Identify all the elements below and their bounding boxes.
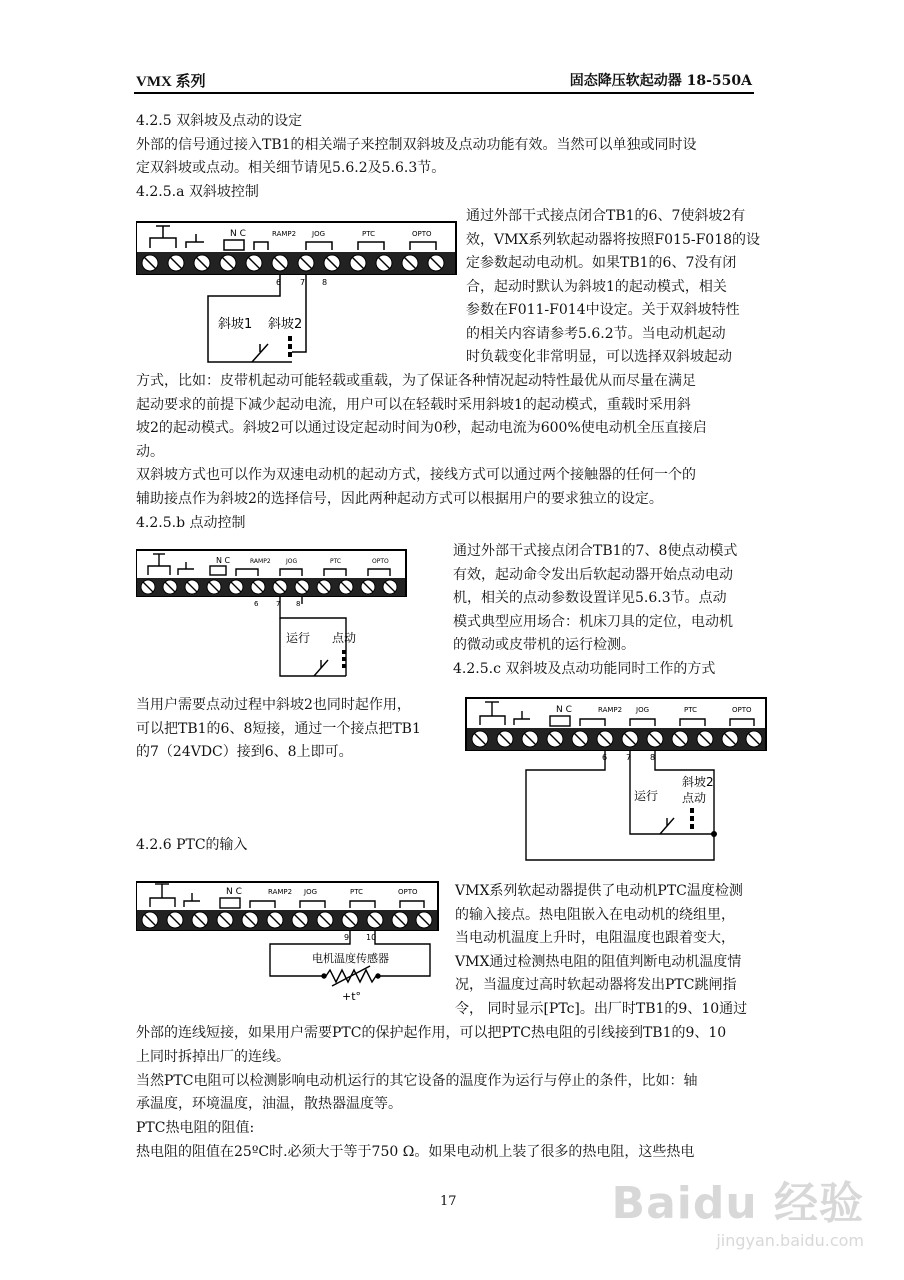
paragraph-line: 参数在F011-F014中设定。关于双斜坡特性	[466, 302, 740, 318]
section-title-4-2-5-a: 4.2.5.a 双斜坡控制	[136, 184, 259, 200]
label-nc: N C	[556, 705, 572, 715]
paragraph-line: 有效，起动命令发出后软起动器开始点动电动	[453, 567, 733, 583]
label-ptc: PTC	[362, 230, 375, 238]
header-rule	[134, 92, 754, 94]
header-series: VMX 系列	[136, 74, 206, 90]
paragraph-line: 上同时拆掉出厂的连线。	[136, 1049, 290, 1065]
paragraph-line: 机，相关的点动参数设置详见5.6.3节。点动	[453, 590, 727, 606]
paragraph-line: 坡2的起动模式。斜坡2可以通过设定起动时间为0秒，起动电流为600%使电动机全压直接启	[136, 420, 707, 436]
paragraph-line: 当然PTC电阻可以检测影响电动机运行的其它设备的温度作为运行与停止的条件，比如：轴	[136, 1073, 698, 1089]
terminal-6: 6	[602, 753, 608, 762]
paragraph-line: 承温度，环境温度，油温，散热器温度等。	[136, 1096, 402, 1112]
label-nc: N C	[226, 887, 242, 897]
label-ramp2-contact: 斜坡2	[682, 775, 714, 789]
label-jog: JOG	[636, 706, 649, 714]
paragraph-line: 当用户需要点动过程中斜坡2也同时起作用，	[136, 697, 411, 713]
paragraph-line: VMX系列软起动器提供了电动机PTC温度检测	[455, 883, 743, 899]
header-product: 固态降压软起动器 18-550A	[569, 73, 752, 89]
terminal-8: 8	[322, 278, 328, 287]
paragraph-line: 况，当温度过高时软起动器将发出PTC跳闸指	[455, 977, 737, 993]
watermark	[612, 1167, 864, 1250]
paragraph-line: 的相关内容请参考5.6.2节。当电动机起动	[466, 326, 726, 342]
label-ramp2: RAMP2	[268, 888, 293, 896]
label-ramp1: 斜坡1	[218, 317, 253, 332]
paragraph-line: 外部的信号通过接入TB1的相关端子来控制双斜坡及点动功能有效。当然可以单独或同时设	[136, 137, 697, 153]
paragraph-line: PTC热电阻的阻值:	[136, 1120, 255, 1136]
section-title-4-2-5: 4.2.5 双斜坡及点动的设定	[136, 113, 303, 129]
label-ramp2: RAMP2	[272, 230, 297, 238]
paragraph-line: 定双斜坡或点动。相关细节请见5.6.2及5.6.3节。	[136, 160, 446, 176]
terminal-7: 7	[300, 278, 306, 287]
label-temp-sensor: 电机温度传感器	[312, 952, 389, 965]
label-plus-t: +t°	[342, 990, 362, 1003]
terminal-10: 10	[366, 933, 377, 942]
paragraph-line: 的7（24VDC）接到6、8上即可。	[136, 744, 353, 760]
label-ramp2: RAMP2	[598, 706, 623, 714]
jog-wiring-diagram	[136, 542, 410, 682]
paragraph-line: 的微动或皮带机的运行检测。	[453, 637, 635, 653]
page-number: 17	[440, 1194, 457, 1209]
paragraph-line: 热电阻的阻值在25ºC时.必须大于等于750 Ω。如果电动机上装了很多的热电阻，这些热电	[136, 1144, 695, 1160]
label-ptc: PTC	[350, 888, 363, 896]
terminal-9: 9	[344, 933, 350, 942]
label-run: 运行	[634, 789, 659, 803]
paragraph-line: 模式典型应用场合：机床刀具的定位，电动机	[453, 614, 733, 630]
ptc-wiring-diagram	[136, 874, 442, 1004]
paragraph-line: 外部的连线短接，如果用户需要PTC的保护起作用，可以把PTC热电阻的引线接到TB1的9、10	[136, 1025, 727, 1041]
paragraph-line: 通过外部干式接点闭合TB1的7、8使点动模式	[453, 543, 738, 559]
label-opto: OPTO	[732, 706, 752, 714]
watermark-logo: Baidu 经验	[611, 1178, 864, 1229]
paragraph-line: 方式，比如：皮带机起动可能轻载或重载，为了保证各种情况起动特性最优从而尽量在满足	[136, 373, 696, 389]
label-jog-contact: 点动	[682, 791, 707, 805]
terminal-6: 6	[254, 600, 259, 608]
paragraph-line: 时负载变化非常明显，可以选择双斜坡起动	[466, 349, 732, 365]
paragraph-line: 合，起动时默认为斜坡1的起动模式，相关	[466, 279, 727, 295]
label-opto: OPTO	[372, 558, 389, 565]
paragraph-line: 起动要求的前提下减少起动电流，用户可以在轻载时采用斜坡1的起动模式，重载时采用斜	[136, 397, 691, 413]
paragraph-line: 通过外部干式接点闭合TB1的6、7使斜坡2有	[466, 208, 746, 224]
terminal-7: 7	[276, 600, 281, 608]
label-nc: N C	[216, 556, 231, 565]
terminal-8: 8	[650, 753, 656, 762]
terminal-8: 8	[296, 600, 301, 608]
label-ptc: PTC	[330, 558, 342, 565]
label-jog: JOG	[304, 888, 317, 896]
label-jog-contact: 点动	[332, 631, 357, 645]
label-ptc: PTC	[684, 706, 697, 714]
label-run: 运行	[286, 631, 311, 645]
label-opto: OPTO	[398, 888, 418, 896]
section-title-4-2-5-c: 4.2.5.c 双斜坡及点动功能同时工作的方式	[453, 661, 716, 677]
dual-ramp-jog-wiring-diagram	[464, 690, 774, 864]
terminal-6: 6	[276, 278, 282, 287]
section-title-4-2-6: 4.2.6 PTC的输入	[136, 837, 248, 853]
label-jog: JOG	[312, 230, 325, 238]
paragraph-line: 辅助接点作为斜坡2的选择信号，因此两种起动方式可以根据用户的要求独立的设定。	[136, 491, 663, 507]
label-ramp2-contact: 斜坡2	[268, 317, 303, 332]
paragraph-line: 效，VMX系列软起动器将按照F015-F018的设	[466, 232, 761, 248]
terminal-7: 7	[626, 753, 632, 762]
watermark-url: jingyan.baidu.com	[716, 1231, 864, 1250]
paragraph-line: 定参数起动电动机。如果TB1的6、7没有闭	[466, 255, 737, 271]
label-opto: OPTO	[412, 230, 432, 238]
paragraph-line: VMX通过检测热电阻的阻值判断电动机温度情	[455, 954, 742, 970]
label-jog: JOG	[286, 558, 298, 565]
dual-ramp-wiring-diagram	[136, 212, 460, 372]
paragraph-line: 双斜坡方式也可以作为双速电动机的起动方式，接线方式可以通过两个接触器的任何一个的	[136, 467, 696, 483]
label-ramp2: RAMP2	[250, 558, 271, 565]
paragraph-line: 当电动机温度上升时，电阻温度也跟着变大，	[455, 930, 735, 946]
paragraph-line: 令， 同时显示[PTc]。出厂时TB1的9、10通过	[455, 1001, 748, 1017]
paragraph-line: 动。	[136, 444, 164, 460]
paragraph-line: 可以把TB1的6、8短接，通过一个接点把TB1	[136, 721, 421, 737]
section-title-4-2-5-b: 4.2.5.b 点动控制	[136, 515, 246, 531]
label-nc: N C	[230, 229, 246, 239]
paragraph-line: 的输入接点。热电阻嵌入在电动机的绕组里，	[455, 907, 735, 923]
